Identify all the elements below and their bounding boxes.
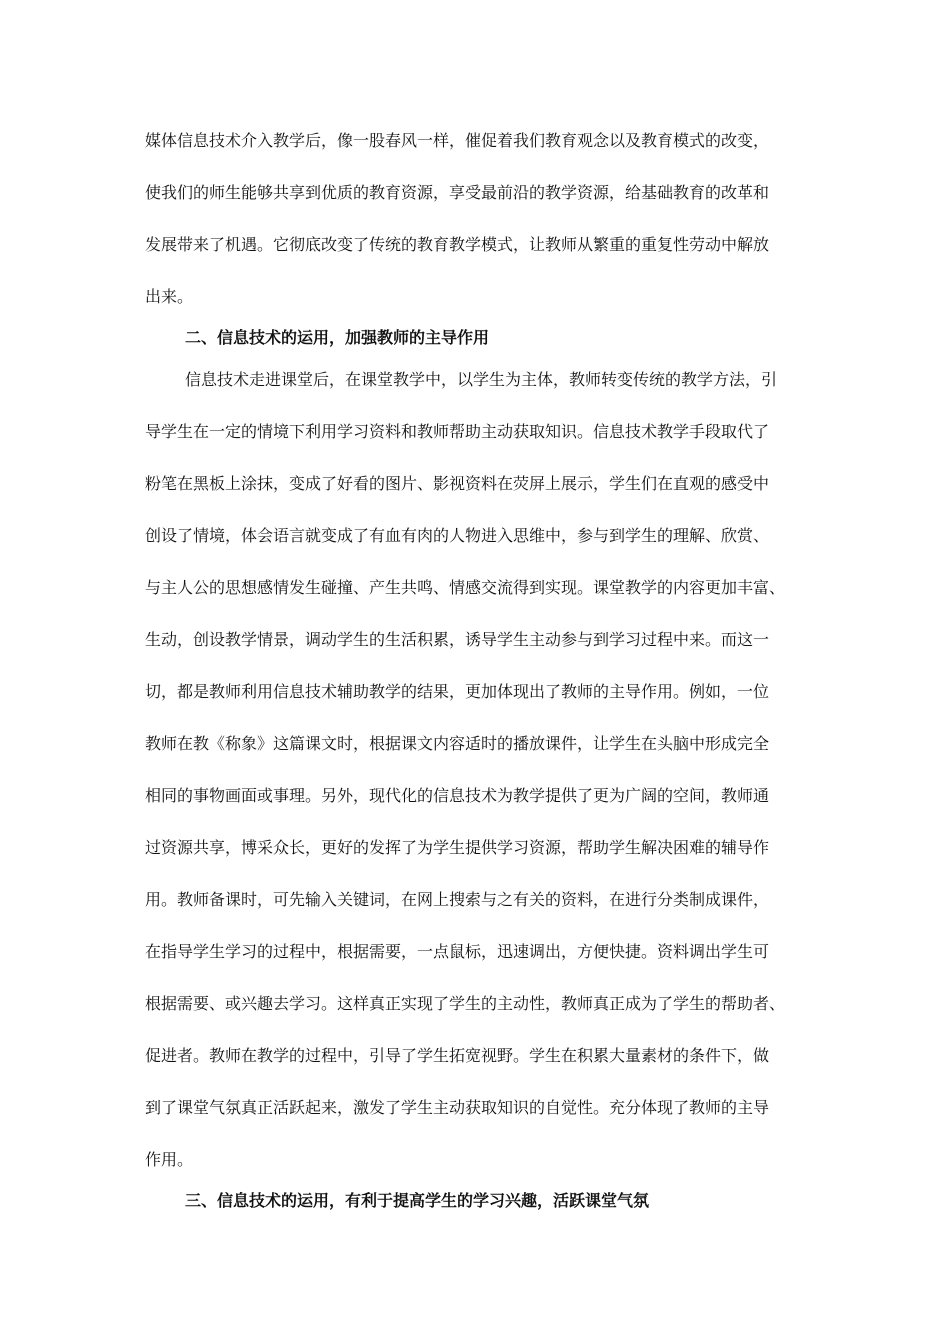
paragraph-2-line-13: 根据需要、或兴趣去学习。这样真正实现了学生的主动性，教师真正成为了学生的帮助者、 — [145, 994, 786, 1013]
paragraph-2-line-16: 作用。 — [145, 1150, 194, 1169]
section-heading-2: 二、信息技术的运用，加强教师的主导作用 — [185, 328, 490, 347]
paragraph-2-line-2: 导学生在一定的情境下利用学习资料和教师帮助主动获取知识。信息技术教学手段取代了 — [145, 422, 770, 441]
paragraph-2-line-11: 用。教师备课时，可先输入关键词，在网上搜索与之有关的资料，在进行分类制成课件， — [145, 890, 770, 909]
paragraph-2-line-8: 教师在教《称象》这篇课文时，根据课文内容适时的播放课件，让学生在头脑中形成完全 — [145, 734, 770, 753]
paragraph-2-line-1: 信息技术走进课堂后，在课堂教学中，以学生为主体，教师转变传统的教学方法，引 — [185, 370, 778, 389]
paragraph-2-line-4: 创设了情境，体会语言就变成了有血有肉的人物进入思维中，参与到学生的理解、欣赏、 — [145, 526, 770, 545]
paragraph-2-line-14: 促进者。教师在教学的过程中，引导了学生拓宽视野。学生在积累大量素材的条件下，做 — [145, 1046, 770, 1065]
paragraph-1-line-2: 使我们的师生能够共享到优质的教育资源，享受最前沿的教学资源，给基础教育的改革和 — [145, 183, 770, 202]
paragraph-2-line-10: 过资源共享，博采众长，更好的发挥了为学生提供学习资源，帮助学生解决困难的辅导作 — [145, 838, 770, 857]
paragraph-1-line-3: 发展带来了机遇。它彻底改变了传统的教育教学模式，让教师从繁重的重复性劳动中解放 — [145, 235, 770, 254]
paragraph-2-line-15: 到了课堂气氛真正活跃起来，激发了学生主动获取知识的自觉性。充分体现了教师的主导 — [145, 1098, 770, 1117]
paragraph-1-line-4: 出来。 — [145, 287, 194, 306]
paragraph-2-line-7: 切，都是教师利用信息技术辅助教学的结果，更加体现出了教师的主导作用。例如，一位 — [145, 682, 770, 701]
paragraph-2-line-9: 相同的事物画面或事理。另外，现代化的信息技术为教学提供了更为广阔的空间，教师通 — [145, 786, 770, 805]
paragraph-2-line-3: 粉笔在黑板上涂抹，变成了好看的图片、影视资料在荧屏上展示，学生们在直观的感受中 — [145, 474, 770, 493]
paragraph-2-line-12: 在指导学生学习的过程中，根据需要，一点鼠标，迅速调出，方便快捷。资料调出学生可 — [145, 942, 770, 961]
section-heading-3: 三、信息技术的运用，有利于提高学生的学习兴趣，活跃课堂气氛 — [185, 1191, 650, 1210]
paragraph-1-line-1: 媒体信息技术介入教学后，像一股春风一样，催促着我们教育观念以及教育模式的改变， — [145, 131, 770, 150]
paragraph-2-line-5: 与主人公的思想感情发生碰撞、产生共鸣、情感交流得到实现。课堂教学的内容更加丰富、 — [145, 578, 786, 597]
paragraph-2-line-6: 生动，创设教学情景，调动学生的生活积累，诱导学生主动参与到学习过程中来。而这一 — [145, 630, 770, 649]
